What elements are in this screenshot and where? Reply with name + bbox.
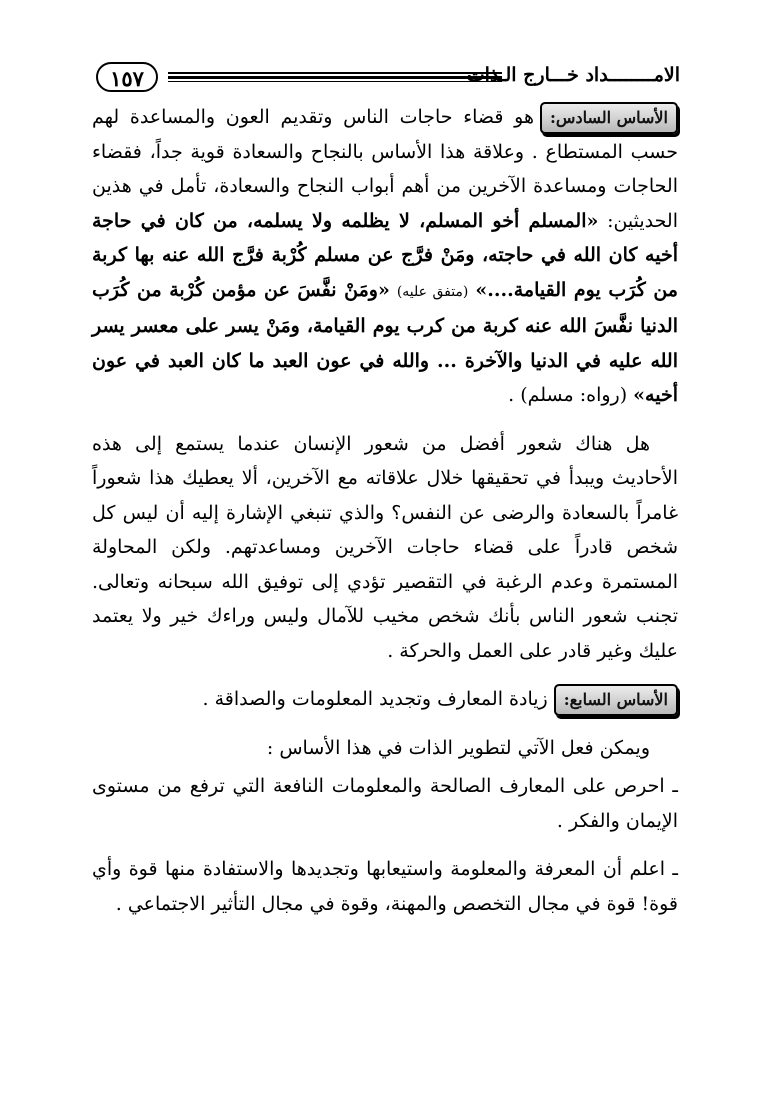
header-rule-line (168, 76, 502, 79)
header-rule (168, 72, 502, 82)
section-seven-paragraph (92, 682, 678, 717)
page-header (96, 58, 680, 98)
section-six-label: الأساس السادس: (540, 102, 678, 134)
header-rule-line (168, 81, 502, 82)
hadith-one: «المسلم أخو المسلم، لا يظلمه ولا يسلمه، من كان في حاجة أخيه كان الله في حاجته، ومَنْ فرَّج عن مسلم كُرْبة فرَّج الله عنه بها كربة من كُرَب يوم القيامة....» (92, 209, 678, 301)
section-seven-text: زيادة المعارف وتجديد المعلومات والصداقة . (202, 688, 548, 710)
body-text (92, 100, 678, 921)
ways-intro-paragraph: ويمكن فعل الآتي لتطوير الذات في هذا الأساس : (266, 736, 650, 759)
header-rule-line (168, 72, 502, 74)
running-title: الامــــــــداد خـــارج الـذات (466, 64, 680, 86)
hadith-two-source: (رواه: مسلم) . (508, 384, 628, 406)
page-number: ١٥٧ (96, 62, 158, 92)
section-seven-label: الأساس السابع: (554, 684, 678, 716)
reflection-paragraph: هل هناك شعور أفضل من شعور الإنسان عندما يستمع إلى هذه الأحاديث ويبدأ في تحقيقها خلال علاقاته مع الآخرين، ألا يعطيك هذا شعوراً غامراً بالسعادة والرضى عن النفس؟ والذي تنبغي الإشارة إليه أن ليس كل شخص قادراً على قضاء حاجات الآخرين ومساعدتهم. ولكن المحاولة المستمرة وعدم الرغبة في التقصير تؤدي إلى توفيق الله سبحانه وتعالى. تجنب شعور الناس بأنك شخص مخيب للآمال وليس وراءك خير ولا يعتمد عليك وغير قادر على العمل والحركة . (92, 432, 678, 662)
bullet-item: ـ احرص على المعارف الصالحة والمعلومات النافعة التي ترفع من مستوى الإيمان والفكر . (92, 775, 678, 832)
section-six-intro: هو قضاء حاجات الناس وتقديم العون والمساعدة لهم حسب المستطاع . وعلاقة هذا الأساس بالنجاح والسعادة قوية جداً، فقضاء الحاجات ومساعدة الآخرين من أهم أبواب النجاح والسعادة، تأمل في هذين الحديثين: (92, 106, 678, 232)
bullet-item: ـ اعلم أن المعرفة والمعلومة واستيعابها وتجديدها والاستفادة منها قوة وأي قوة! قوة في مجال التخصص والمهنة، وقوة في مجال التأثير الاجتماعي . (92, 858, 678, 915)
section-six-paragraph (92, 100, 678, 413)
hadith-one-source: (متفق عليه) (396, 283, 469, 300)
hadith-two: «ومَنْ نفَّسَ عن مؤمن كُرْبة من كُرَب الدنيا نفَّسَ الله عنه كربة من كرب يوم القيامة، ومَنْ يسر على معسر يسر الله عليه في الدنيا والآخرة ... والله في عون العبد ما كان العبد في عون أخيه» (92, 278, 678, 406)
